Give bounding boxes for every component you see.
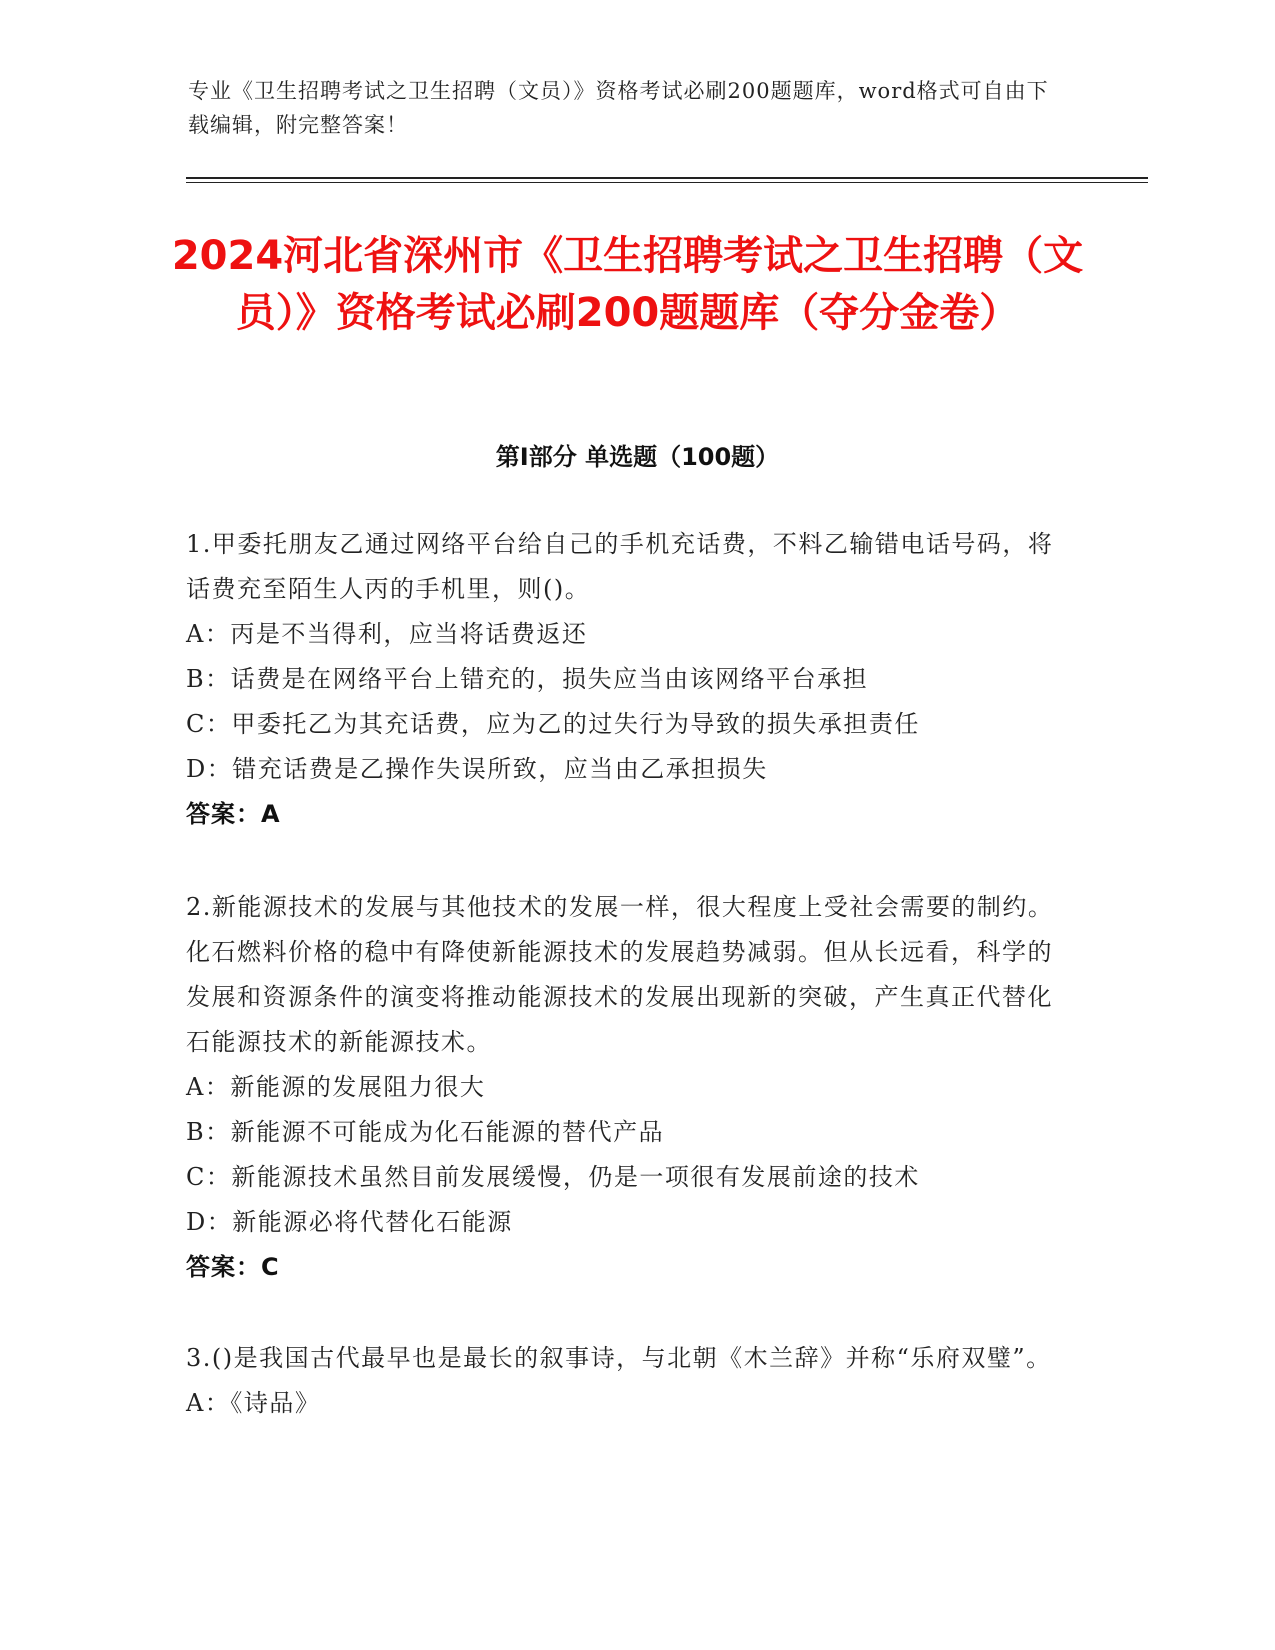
option-c: C：甲委托乙为其充话费，应为乙的过失行为导致的损失承担责任 — [186, 710, 920, 738]
option-d: D：新能源必将代替化石能源 — [186, 1208, 513, 1236]
answer-line: 答案：C — [186, 1253, 280, 1281]
document-title: 2024河北省深州市《卫生招聘考试之卫生招聘（文员）》资格考试必刷200题题库（夺分金卷） — [171, 233, 1084, 336]
question-2 — [186, 885, 1066, 1290]
option-b: B：新能源不可能成为化石能源的替代产品 — [186, 1118, 665, 1146]
option-d: D：错充话费是乙操作失误所致，应当由乙承担损失 — [186, 755, 768, 783]
question-stem: 3.()是我国古代最早也是最长的叙事诗，与北朝《木兰辞》并称“乐府双璧”。 — [186, 1344, 1052, 1372]
question-1 — [186, 522, 1066, 837]
section-heading: 第I部分 单选题（100题） — [495, 443, 780, 471]
header-divider-thin — [186, 182, 1148, 183]
option-a: A：丙是不当得利，应当将话费返还 — [186, 620, 588, 648]
answer-line: 答案：A — [186, 800, 281, 828]
option-c: C：新能源技术虽然目前发展缓慢，仍是一项很有发展前途的技术 — [186, 1163, 920, 1191]
question-3 — [186, 1336, 1066, 1426]
question-stem: 2.新能源技术的发展与其他技术的发展一样，很大程度上受社会需要的制约。化石燃料价格的稳中有降使新能源技术的发展趋势减弱。但从长远看，科学的发展和资源条件的演变将推动能源技术的发展出现新的突破，产生真正代替化石能源技术的新能源技术。 — [186, 893, 1054, 1056]
option-b: B：话费是在网络平台上错充的，损失应当由该网络平台承担 — [186, 665, 869, 693]
option-a: A：新能源的发展阻力很大 — [186, 1073, 486, 1101]
option-a: A：《诗品》 — [186, 1389, 321, 1417]
header-note: 专业《卫生招聘考试之卫生招聘（文员）》资格考试必刷200题题库，word格式可自由下载编辑，附完整答案！ — [188, 79, 1049, 137]
question-stem: 1.甲委托朋友乙通过网络平台给自己的手机充话费，不料乙输错电话号码，将话费充至陌生人丙的手机里，则()。 — [186, 530, 1054, 603]
header-divider-thick — [186, 177, 1148, 179]
